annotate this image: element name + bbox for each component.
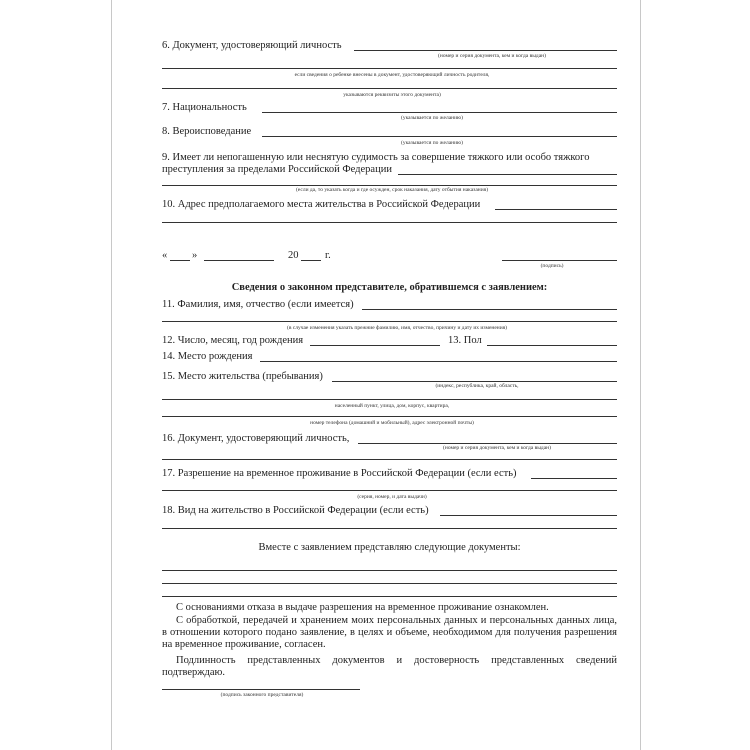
field-14-input-line[interactable] — [260, 361, 617, 362]
field-10-input-line[interactable] — [495, 209, 617, 210]
field-10-label: 10. Адрес предполагаемого места жительства в Российской Федерации — [162, 199, 481, 210]
signature-note: (подпись) — [540, 263, 564, 269]
field-18-input-line-2[interactable] — [162, 528, 617, 529]
field-11-input-line-2[interactable] — [162, 321, 617, 322]
date-open-quote: « — [162, 250, 168, 261]
documents-line-3[interactable] — [162, 596, 617, 597]
field-14-label: 14. Место рождения — [162, 351, 253, 362]
field-7-label: 7. Национальность — [162, 102, 247, 113]
field-7-input-line[interactable] — [262, 112, 617, 113]
closing-paragraph-1: С основаниями отказа в выдаче разрешения на временное проживание ознакомлен. — [176, 602, 549, 613]
field-17-note: (серия, номер, и дата выдачи) — [357, 494, 427, 500]
field-11-note: (в случае изменения указать прежние фамилию, имя, отчество, причину и дату их изменения) — [286, 325, 508, 331]
date-year-suffix: г. — [325, 250, 331, 261]
date-month-line[interactable] — [204, 260, 274, 261]
representative-signature-note: (подпись законного представителя) — [220, 692, 304, 698]
field-9-note: (если да, то указать когда и где осужден, срок наказания, дату отбытия наказания) — [295, 187, 489, 193]
documents-line-1[interactable] — [162, 570, 617, 571]
field-11-label: 11. Фамилия, имя, отчество (если имеется) — [162, 299, 354, 310]
signature-line[interactable] — [502, 260, 617, 261]
field-8-input-line[interactable] — [262, 136, 617, 137]
field-18-input-line[interactable] — [440, 515, 617, 516]
field-13-input-line[interactable] — [487, 345, 617, 346]
field-9-label-line-2: преступления за пределами Российской Федерации — [162, 164, 392, 175]
field-15-input-line-2[interactable] — [162, 399, 617, 400]
field-10-input-line-2[interactable] — [162, 222, 617, 223]
closing-paragraph-3: Подлинность представленных документов и достоверность представленных сведений подтверждаю. — [162, 655, 617, 678]
field-9-label-line-1: 9. Имеет ли непогашенную или неснятую судимость за совершение тяжкого или особо тяжкого — [162, 152, 590, 163]
field-15-input-line[interactable] — [332, 381, 617, 382]
field-16-note: (номер и серия документа, кем и когда выдан) — [443, 445, 551, 451]
field-16-label: 16. Документ, удостоверяющий личность, — [162, 433, 350, 444]
field-6-note: (номер и серия документа, кем и когда выдан) — [438, 53, 546, 59]
date-year-prefix: 20 — [288, 250, 299, 261]
field-6-note-3: указываются реквизиты этого документа) — [343, 92, 441, 98]
field-15-label: 15. Место жительства (пребывания) — [162, 371, 323, 382]
date-close-quote: » — [192, 250, 198, 261]
field-6-input-line-3[interactable] — [162, 88, 617, 89]
field-16-input-line-2[interactable] — [162, 459, 617, 460]
field-6-label: 6. Документ, удостоверяющий личность — [162, 40, 342, 51]
field-13-label: 13. Пол — [448, 335, 482, 346]
field-12-input-line[interactable] — [310, 345, 440, 346]
field-8-label: 8. Вероисповедание — [162, 126, 252, 137]
field-11-input-line[interactable] — [362, 309, 617, 310]
section-title: Сведения о законном представителе, обратившемся с заявлением: — [231, 282, 548, 293]
field-17-input-line[interactable] — [531, 478, 617, 479]
field-12-label: 12. Число, месяц, год рождения — [162, 335, 304, 346]
field-17-input-line-2[interactable] — [162, 490, 617, 491]
form-page — [111, 0, 641, 750]
closing-paragraph-2: С обработкой, передачей и хранением моих персональных данных и персональных данных лица, в отношении которого подано заявление, в целях и объеме, необходимом для получения разрешения на временное проживание, согласен. — [162, 615, 617, 650]
field-17-label: 17. Разрешение на временное проживание в Российской Федерации (если есть) — [162, 468, 517, 479]
field-15-input-line-3[interactable] — [162, 416, 617, 417]
documents-line-2[interactable] — [162, 583, 617, 584]
field-9-input-line-2[interactable] — [162, 185, 617, 186]
field-9-input-line[interactable] — [398, 174, 617, 175]
documents-heading: Вместе с заявлением представляю следующие документы: — [258, 542, 521, 553]
field-15-note-3: номер телефона (домашний и мобильный), адрес электронной почты) — [310, 420, 474, 426]
representative-signature-line[interactable] — [162, 689, 360, 690]
date-year-line[interactable] — [301, 260, 321, 261]
field-16-input-line[interactable] — [358, 443, 617, 444]
field-6-note-2: если сведения о ребенке внесены в документ, удостоверяющий личность родителя, — [294, 72, 490, 78]
field-7-note: (указывается по желанию) — [401, 115, 463, 121]
field-18-label: 18. Вид на жительство в Российской Федерации (если есть) — [162, 505, 429, 516]
field-8-note: (указывается по желанию) — [401, 140, 463, 146]
field-15-note-2: населенный пункт, улица, дом, корпус, квартира, — [334, 403, 450, 409]
field-15-note-1: (индекс, республика, край, область, — [435, 383, 519, 389]
field-6-input-line[interactable] — [354, 50, 617, 51]
date-day-line[interactable] — [170, 260, 190, 261]
field-6-input-line-2[interactable] — [162, 68, 617, 69]
